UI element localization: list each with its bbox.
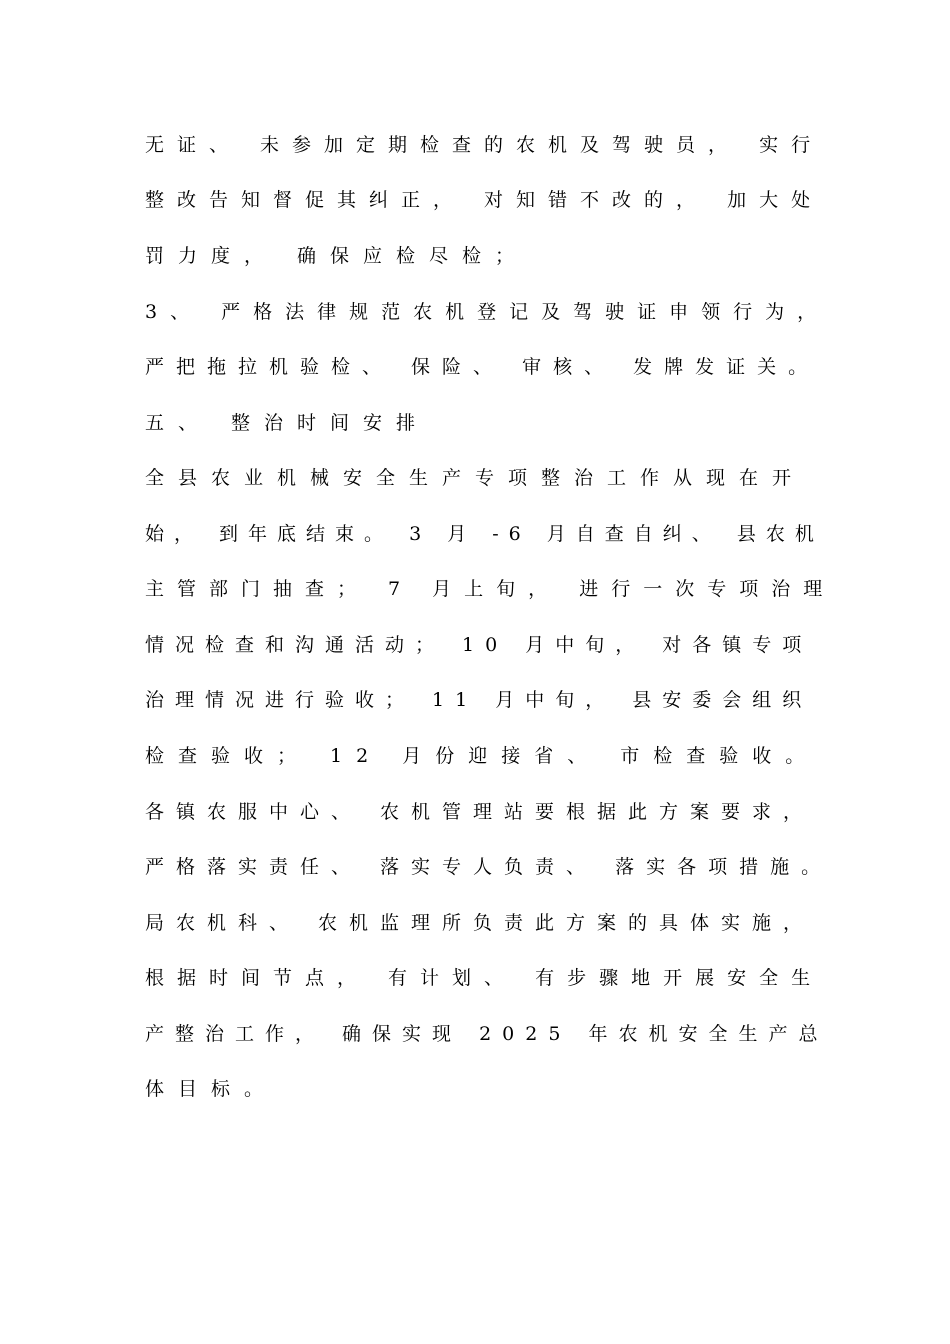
text-line: 根据时间节点， 有计划、 有步骤地开展安全生 — [145, 967, 824, 989]
text-line: 产整治工作， 确保实现 2025 年农机安全生产总 — [145, 1023, 829, 1045]
text-line: 3、 严格法律规范农机登记及驾驶证申领行为， — [145, 301, 830, 323]
text-line: 始， 到年底结束。 3 月 -6 月自查自纠、 县农机 — [145, 523, 824, 545]
text-line: 全县农业机械安全生产专项整治工作从现在开 — [145, 467, 806, 489]
section-heading: 五、 整治时间安排 — [145, 412, 430, 434]
text-line: 体目标。 — [145, 1078, 278, 1100]
text-line: 整改告知督促其纠正， 对知错不改的， 加大处 — [145, 189, 824, 211]
text-line: 情况检查和沟通活动； 10 月中旬， 对各镇专项 — [145, 634, 813, 656]
text-line: 主管部门抽查； 7 月上旬， 进行一次专项治理 — [145, 578, 836, 600]
text-line: 局农机科、 农机监理所负责此方案的具体实施， — [145, 912, 815, 934]
text-line: 严格落实责任、 落实专人负责、 落实各项措施。 — [145, 856, 833, 878]
text-line: 无证、 未参加定期检查的农机及驾驶员， 实行 — [145, 134, 824, 156]
text-line: 罚力度， 确保应检尽检； — [145, 245, 529, 267]
text-line: 严把拖拉机验检、 保险、 审核、 发牌发证关。 — [145, 356, 820, 378]
text-line: 治理情况进行验收； 11 月中旬， 县安委会组织 — [145, 689, 813, 711]
text-line: 检查验收； 12 月份迎接省、 市检查验收。 — [145, 745, 819, 767]
text-line: 各镇农服中心、 农机管理站要根据此方案要求， — [145, 801, 815, 823]
